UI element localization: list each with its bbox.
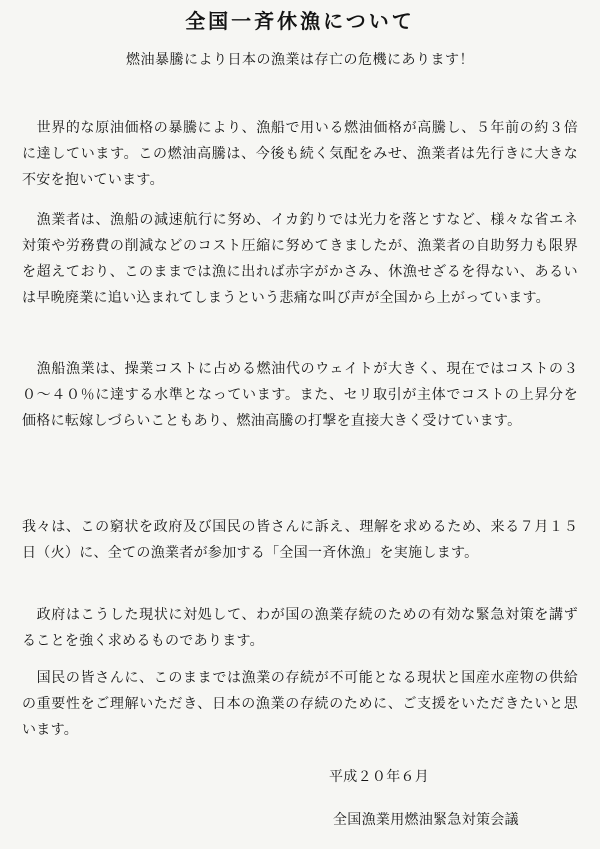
issuing-organization: 全国漁業用燃油緊急対策会議 xyxy=(333,812,519,828)
paragraph-fisher-efforts: 漁業者は、漁船の減速航行に努め、イカ釣りでは光力を落とすなど、様々な省エネ対策や労務費の削減などのコスト圧縮に努めてきましたが、漁業者の自助努力も限界を超えており、このままでは漁に出れば赤字がかさみ、休漁せざるを得ない、あるいは早晩廃業に追い込まれてしまうという悲痛な叫び声が全国から上がっています。 xyxy=(22,212,578,306)
page-subtitle: 燃油暴騰により日本の漁業は存亡の危機にあります！ xyxy=(126,52,474,68)
paragraph-fuel-cost-share: 漁船漁業は、操業コストに占める燃油代のウェイトが大きく、現在ではコストの３０～４０％に達する水準となっています。また、セリ取引が主体でコストの上昇分を価格に転嫁しづらいこともあり、燃油高騰の打撃を直接大きく受けています。 xyxy=(22,361,578,429)
page-title: 全国一斉休漁について xyxy=(185,9,415,33)
paragraph-oil-price-surge: 世界的な原油価格の暴騰により、漁船で用いる燃油価格が高騰し、５年前の約３倍に達しています。この燃油高騰は、今後も続く気配をみせ、漁業者は先行きに大きな不安を抱いています。 xyxy=(22,120,578,188)
paragraph-nationwide-closure: 我々は、この窮状を政府及び国民の皆さんに訴え、理解を求めるため、来る７月１５日（火）に、全ての漁業者が参加する「全国一斉休漁」を実施します。 xyxy=(22,519,578,561)
paragraph-government-request: 政府はこうした現状に対処して、わが国の漁業存続のための有効な緊急対策を講ずることを強く求めるものであります。 xyxy=(22,607,578,649)
document-date: 平成２０年６月 xyxy=(329,769,430,785)
paragraph-public-appeal: 国民の皆さんに、このままでは漁業の存続が不可能となる現状と国産水産物の供給の重要性をご理解いただき、日本の漁業の存続のために、ご支援をいただきたいと思います。 xyxy=(22,670,578,738)
